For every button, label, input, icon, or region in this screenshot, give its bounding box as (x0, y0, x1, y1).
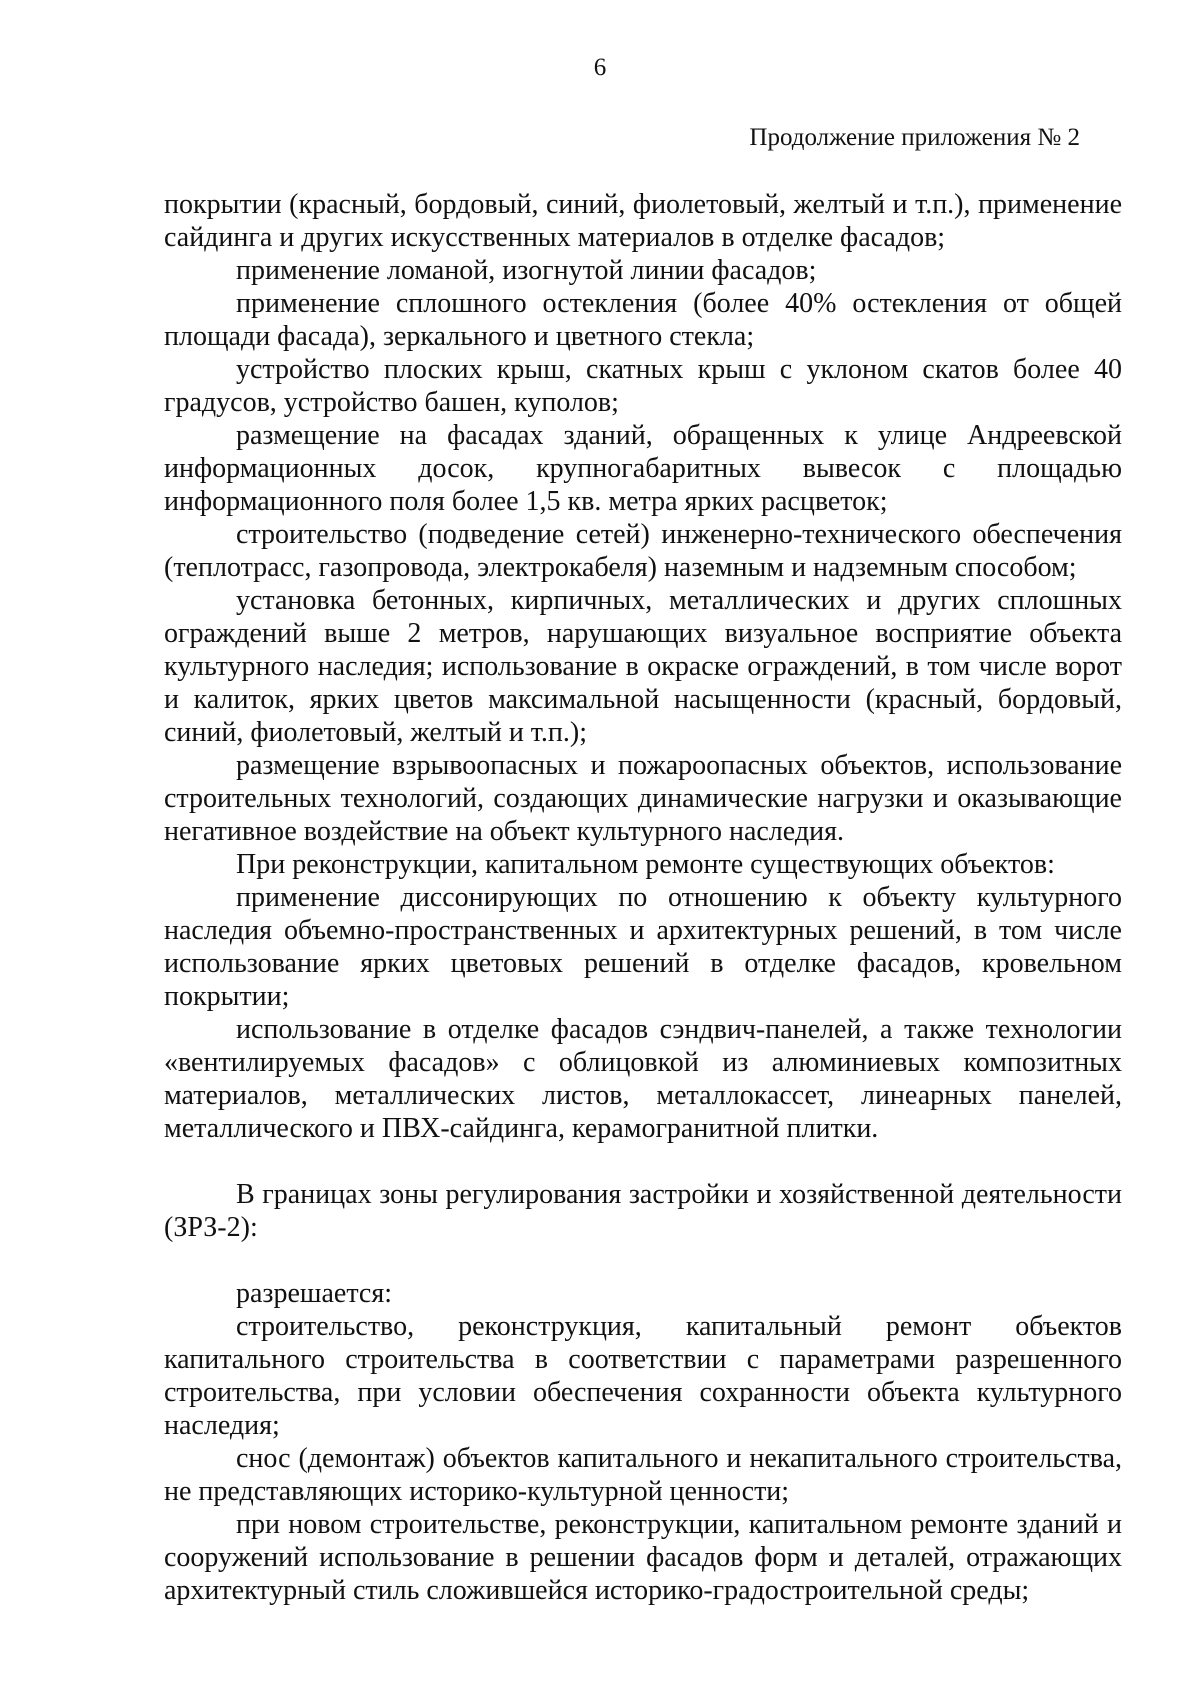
paragraph-construction-allowed: строительство, реконструкция, капитальный ремонт объектов капитального строительства в соответствии с параметрами разрешенного строительства, при условии обеспечения сохранности объекта культурного наследия; (164, 1311, 1122, 1441)
paragraph-sandwich-panels: использование в отделке фасадов сэндвич-панелей, а также технологии «вентилируемых фасадов» с облицовкой из алюминиевых композитных материалов, металлических листов, металлокассет, линеарных панелей, металлического и ПВХ-сайдинга, керамогранитной плитки. (164, 1014, 1122, 1144)
paragraph-utility-networks: строительство (подведение сетей) инженерно-технического обеспечения (теплотрасс, газопровода, электрокабеля) наземным и надземным способом; (164, 519, 1122, 583)
paragraph-flat-roofs: устройство плоских крыш, скатных крыш с уклоном скатов более 40 градусов, устройство башен, куполов; (164, 354, 1122, 418)
document-body (164, 188, 1122, 1607)
paragraph-architectural-style: при новом строительстве, реконструкции, капитальном ремонте зданий и сооружений использование в решении фасадов форм и деталей, отражающих архитектурный стиль сложившейся историко-градостроительной среды; (164, 1509, 1122, 1606)
paragraph-hazardous-objects: размещение взрывоопасных и пожароопасных объектов, использование строительных технологий, создающих динамические нагрузки и оказывающие негативное воздействие на объект культурного наследия. (164, 750, 1122, 847)
paragraph-allowed-label: разрешается: (236, 1278, 392, 1309)
paragraph-info-boards: размещение на фасадах зданий, обращенных к улице Андреевской информационных досок, крупногабаритных вывесок с площадью информационного поля более 1,5 кв. метра ярких расцветок; (164, 420, 1122, 517)
paragraph-solid-glazing: применение сплошного остекления (более 40% остекления от общей площади фасада), зеркального и цветного стекла; (164, 288, 1122, 352)
annex-continuation-label: Продолжение приложения № 2 (749, 124, 1080, 151)
paragraph-dissonant-solutions: применение диссонирующих по отношению к объекту культурного наследия объемно-пространственных и архитектурных решений, в том числе использование ярких цветовых решений в отделке фасадов, кровельном покрытии; (164, 882, 1122, 1012)
paragraph-broken-facade-line: применение ломаной, изогнутой линии фасадов; (236, 255, 817, 286)
page-number: 6 (593, 54, 607, 81)
paragraph-zrz2-heading: В границах зоны регулирования застройки и хозяйственной деятельности (ЗРЗ-2): (164, 1179, 1122, 1243)
paragraph-fences: установка бетонных, кирпичных, металлических и других сплошных ограждений выше 2 метров, нарушающих визуальное восприятие объекта культурного наследия; использование в окраске ограждений, в том числе ворот и калиток, ярких цветов максимальной насыщенности (красный, бордовый, синий, фиолетовый, желтый и т.п.); (164, 585, 1122, 748)
paragraph-cont-roofing: покрытии (красный, бордовый, синий, фиолетовый, желтый и т.п.), применение сайдинга и других искусственных материалов в отделке фасадов; (164, 189, 1122, 253)
paragraph-reconstruction-heading: При реконструкции, капитальном ремонте существующих объектов: (236, 849, 1055, 880)
paragraph-demolition: снос (демонтаж) объектов капитального и некапитального строительства, не представляющих историко-культурной ценности; (164, 1443, 1122, 1507)
